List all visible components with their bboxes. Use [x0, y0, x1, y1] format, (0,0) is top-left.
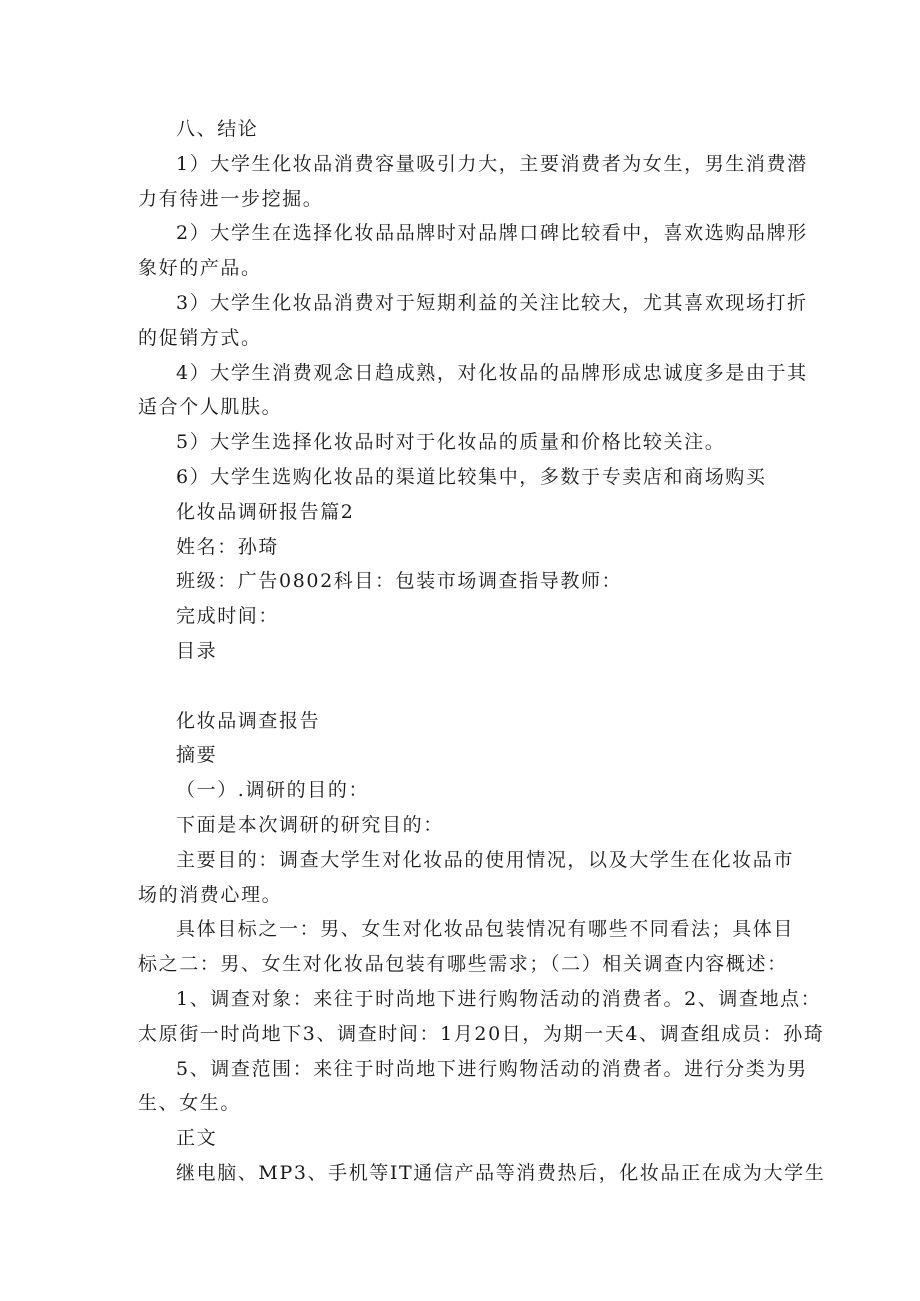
conclusion-6: 6）大学生选购化妆品的渠道比较集中，多数于专卖店和商场购买	[176, 465, 767, 488]
survey-scope-line-2: 生、女生。	[138, 1092, 242, 1115]
purpose-intro: 下面是本次调研的研究目的：	[176, 813, 444, 836]
conclusion-4-line-2: 适合个人肌肤。	[138, 396, 283, 419]
main-purpose-line-1: 主要目的：调查大学生对化妆品的使用情况，以及大学生在化妆品市	[176, 848, 795, 871]
specific-goals-line-2: 标之二：男、女生对化妆品包装有哪些需求；（二）相关调查内容概述：	[138, 953, 788, 976]
class-line: 班级：广告0802科目：包装市场调查指导教师：	[176, 570, 623, 593]
toc-heading: 目录	[176, 639, 218, 662]
conclusion-3-line-1: 3）大学生化妆品消费对于短期利益的关注比较大，尤其喜欢现场打折	[176, 291, 808, 314]
conclusion-5: 5）大学生选择化妆品时对于化妆品的质量和价格比较关注。	[176, 431, 726, 454]
conclusion-1-line-2: 力有待进一步挖掘。	[138, 187, 324, 210]
body-heading: 正文	[176, 1127, 218, 1150]
main-purpose-line-2: 场的消费心理。	[138, 883, 283, 906]
survey-details-line-2: 太原街一时尚地下3、调查时间：1月20日，为期一天4、调查组成员：孙琦	[138, 1022, 825, 1045]
body-first-line: 继电脑、MP3、手机等IT通信产品等消费热后，化妆品正在成为大学生	[176, 1161, 826, 1184]
conclusion-4-line-1: 4）大学生消费观念日趋成熟，对化妆品的品牌形成忠诚度多是由于其	[176, 361, 808, 384]
name-line: 姓名：孙琦	[176, 535, 280, 558]
conclusion-2-line-1: 2）大学生在选择化妆品品牌时对品牌口碑比较看中，喜欢选购品牌形	[176, 222, 808, 245]
purpose-heading: （一）.调研的目的：	[176, 779, 370, 802]
survey-scope-line-1: 5、调查范围：来往于时尚地下进行购物活动的消费者。进行分类为男	[176, 1057, 808, 1080]
specific-goals-line-1: 具体目标之一：男、女生对化妆品包装情况有哪些不同看法；具体目	[176, 918, 795, 941]
survey-details-line-1: 1、调查对象：来往于时尚地下进行购物活动的消费者。2、调查地点：	[176, 987, 822, 1010]
time-line: 完成时间：	[176, 605, 280, 628]
abstract-heading: 摘要	[176, 744, 218, 767]
conclusion-1-line-1: 1）大学生化妆品消费容量吸引力大，主要消费者为女生，男生消费潜	[176, 152, 808, 175]
blank-line	[138, 669, 798, 704]
section-heading: 八、结论	[176, 118, 259, 140]
conclusion-2-line-2: 象好的产品。	[138, 257, 262, 280]
survey-title: 化妆品调查报告	[176, 709, 321, 732]
report-title: 化妆品调研报告篇2	[176, 500, 355, 523]
document-body	[138, 112, 826, 1191]
conclusion-3-line-2: 的促销方式。	[138, 326, 262, 349]
